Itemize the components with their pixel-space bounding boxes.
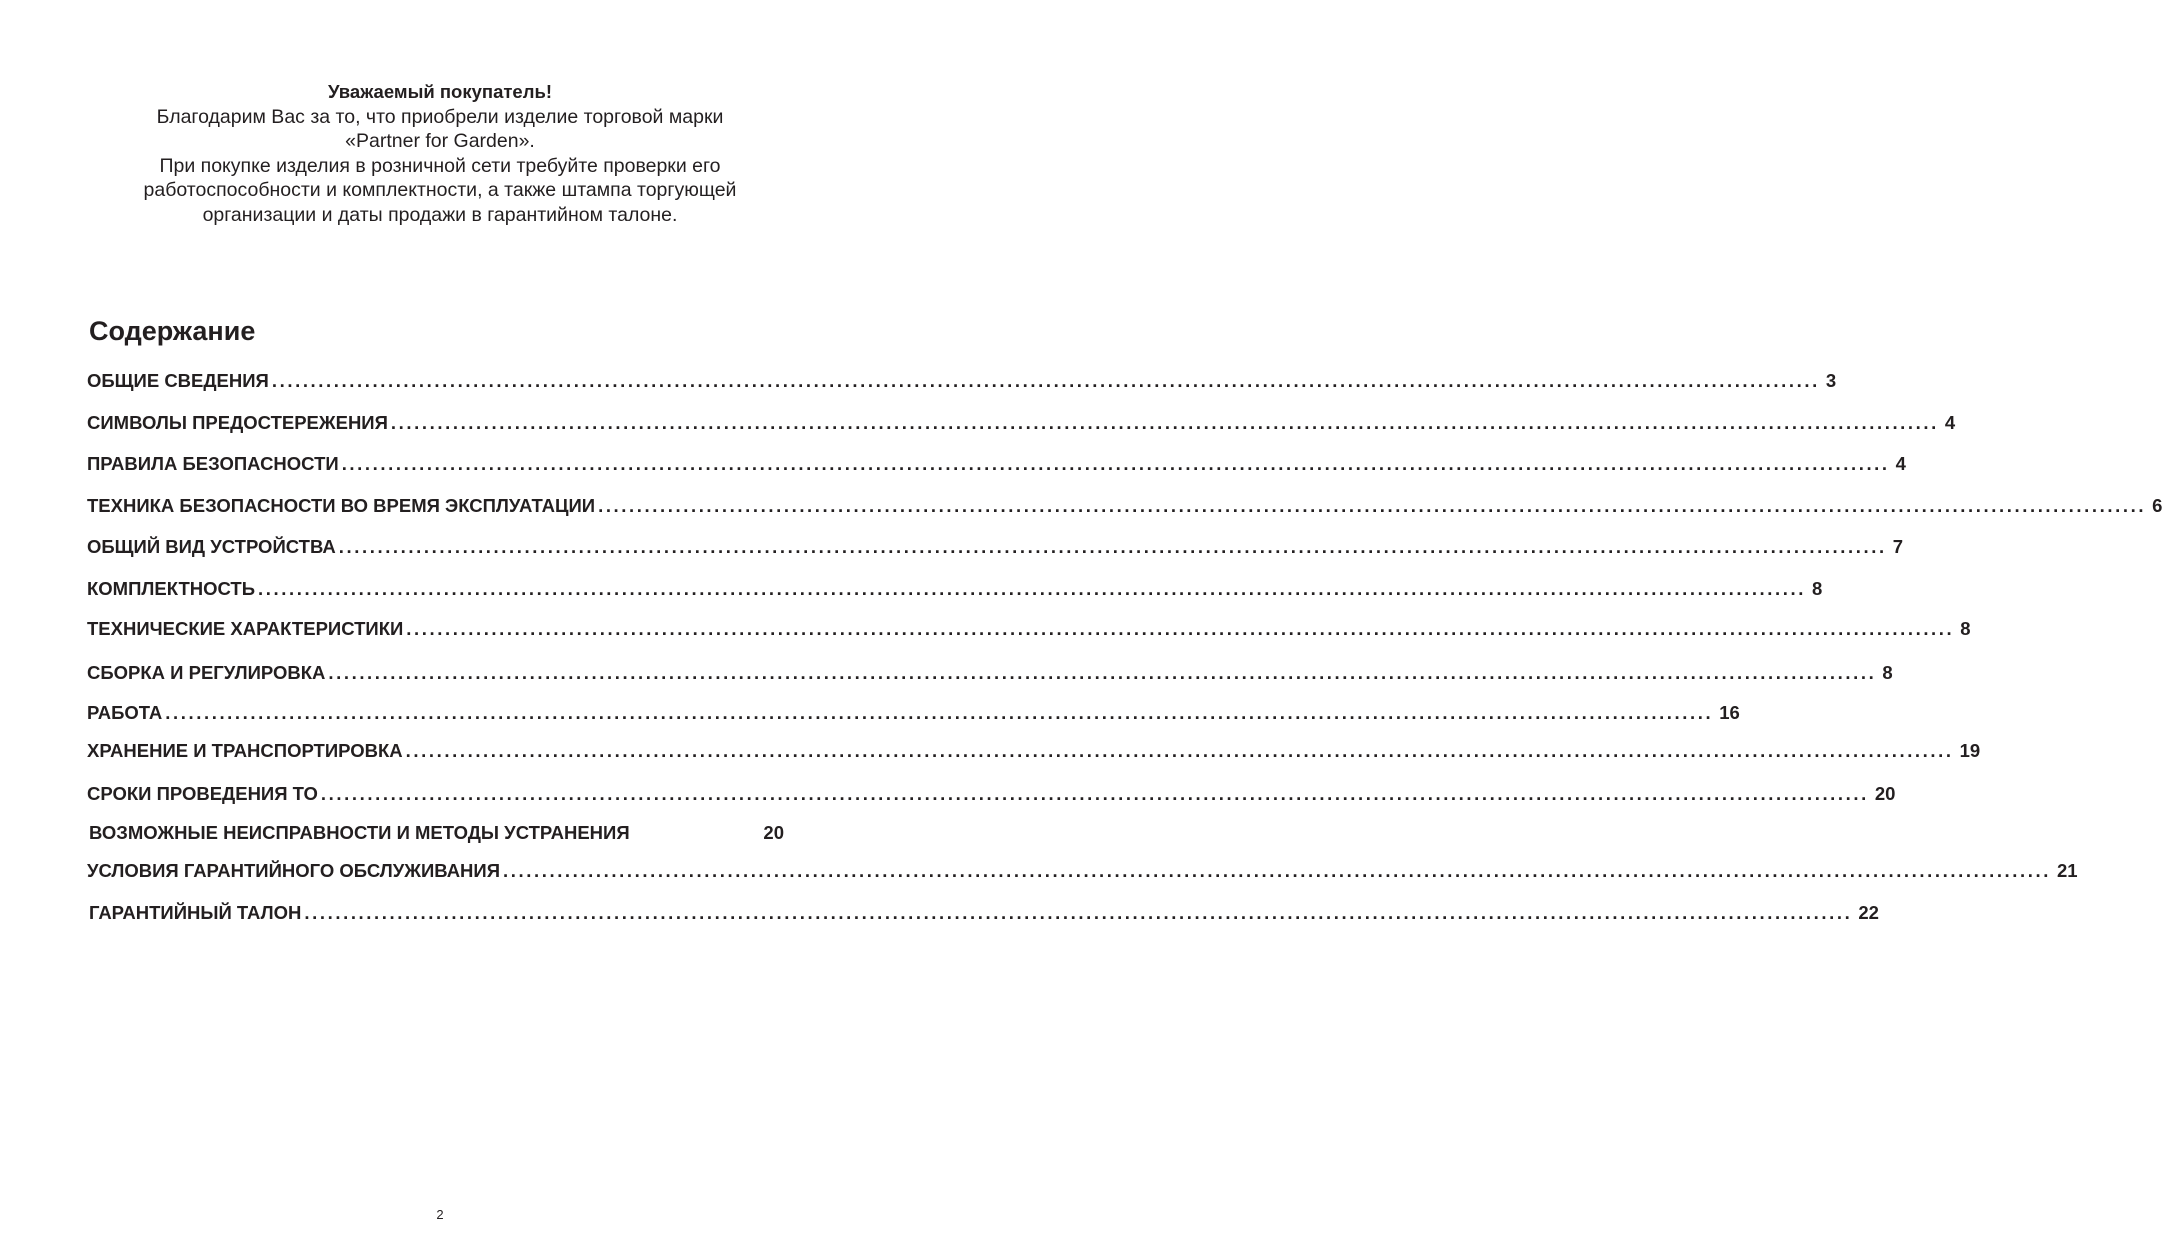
toc-leader-dots: ........................................................................................................................................................................................................ — [598, 495, 2147, 516]
toc-entry-title: ВОЗМОЖНЫЕ НЕИСПРАВНОСТИ И МЕТОДЫ УСТРАНЕНИЯ — [89, 822, 630, 843]
toc-entry-title: УСЛОВИЯ ГАРАНТИЙНОГО ОБСЛУЖИВАНИЯ — [87, 860, 501, 881]
toc-heading: Содержание — [89, 316, 256, 346]
toc-entry-page: 21 — [2057, 860, 2078, 881]
toc-entry-title: СРОКИ ПРОВЕДЕНИЯ ТО — [87, 783, 318, 804]
toc-leader-dots: ........................................................................................................................................................................................................ — [165, 702, 1714, 723]
toc-entry-page: 6 — [2152, 495, 2162, 516]
toc-entry-title: СБОРКА И РЕГУЛИРОВКА — [87, 662, 326, 683]
toc-leader-dots: ........................................................................................................................................................................................................ — [341, 453, 1890, 474]
toc-entry-page: 8 — [1960, 618, 1971, 639]
toc-leader-dots: ........................................................................................................................................................................................................ — [503, 860, 2051, 881]
toc-entry-page: 4 — [1944, 412, 1956, 433]
toc-entry-page: 19 — [1959, 740, 1981, 761]
toc-entry[interactable] — [87, 661, 1893, 685]
toc-entry[interactable] — [87, 701, 1740, 725]
toc-leader-dots: ........................................................................................................................................................................................................ — [390, 412, 1939, 433]
toc-entry[interactable] — [87, 369, 1837, 393]
intro-line: работоспособности и комплектности, а также штампа торгующей — [143, 179, 737, 201]
toc-entry-title: ОБЩИЙ ВИД УСТРОЙСТВА — [87, 536, 336, 557]
toc-entry-title: РАБОТА — [87, 702, 163, 723]
toc-entry-title: ПРАВИЛА БЕЗОПАСНОСТИ — [87, 453, 339, 474]
toc-entry[interactable] — [89, 901, 1879, 925]
toc-entry[interactable] — [87, 739, 1981, 763]
toc-leader-dots: ........................................................................................................................................................................................................ — [406, 618, 1955, 639]
toc-entry-page: 16 — [1719, 702, 1740, 723]
intro-line: Благодарим Вас за то, что приобрели изделие торговой марки — [156, 105, 724, 128]
toc-entry-title: ТЕХНИКА БЕЗОПАСНОСТИ ВО ВРЕМЯ ЭКСПЛУАТАЦИИ — [87, 495, 596, 516]
toc-entry-title: СИМВОЛЫ ПРЕДОСТЕРЕЖЕНИЯ — [87, 412, 388, 433]
intro-block — [0, 80, 880, 227]
greeting: Уважаемый покупатель! — [327, 81, 552, 102]
toc-entry-title: ТЕХНИЧЕСКИЕ ХАРАКТЕРИСТИКИ — [87, 618, 404, 639]
toc-entry-title: ХРАНЕНИЕ И ТРАНСПОРТИРОВКА — [87, 740, 403, 761]
toc-leader-dots: ........................................................................................................................................................................................................ — [271, 370, 1820, 391]
intro-line: «Partner for Garden». — [345, 130, 535, 152]
toc-leader-dots: ........................................................................................................................................................................................................ — [320, 783, 1869, 804]
toc-entry-page: 20 — [763, 822, 784, 843]
toc-leader-dots: ........................................................................................................................................................................................................ — [328, 662, 1877, 683]
toc-entry-page: 4 — [1895, 453, 1906, 474]
toc-entry[interactable] — [87, 617, 1971, 641]
toc-entry[interactable] — [87, 782, 1896, 806]
toc-entry-page: 7 — [1892, 536, 1904, 557]
toc-entry-page: 8 — [1882, 662, 1893, 683]
toc-entry-page: 22 — [1858, 902, 1879, 923]
toc-entry[interactable] — [87, 452, 1906, 476]
toc-leader-dots: ........................................................................................................................................................................................................ — [258, 578, 1806, 599]
intro-line: организации и даты продажи в гарантийном талоне. — [202, 203, 678, 226]
toc-leader-dots: ........................................................................................................................................................................................................ — [338, 536, 1887, 557]
toc-entry[interactable] — [87, 859, 2078, 883]
intro-line: При покупке изделия в розничной сети требуйте проверки его — [159, 154, 721, 177]
toc-leader-dots: ........................................................................................................................................................................................................ — [405, 740, 1954, 761]
toc-entry[interactable] — [87, 411, 1956, 435]
toc-entry-page: 20 — [1874, 783, 1896, 804]
toc-entry-page: 3 — [1825, 370, 1837, 391]
toc-entry-title: ГАРАНТИЙНЫЙ ТАЛОН — [89, 902, 302, 923]
toc-entry[interactable] — [87, 535, 1904, 559]
toc-entry-page: 8 — [1812, 578, 1823, 599]
toc-entry[interactable] — [87, 494, 2162, 518]
toc-leader-dots: ........................................................................................................................................................................................................ — [304, 902, 1853, 923]
page-number: 2 — [436, 1207, 444, 1222]
toc-entry[interactable] — [87, 577, 1823, 601]
toc-entry-title: КОМПЛЕКТНОСТЬ — [87, 578, 256, 599]
toc-entry[interactable] — [89, 821, 784, 845]
toc-entry-title: ОБЩИЕ СВЕДЕНИЯ — [87, 370, 269, 391]
